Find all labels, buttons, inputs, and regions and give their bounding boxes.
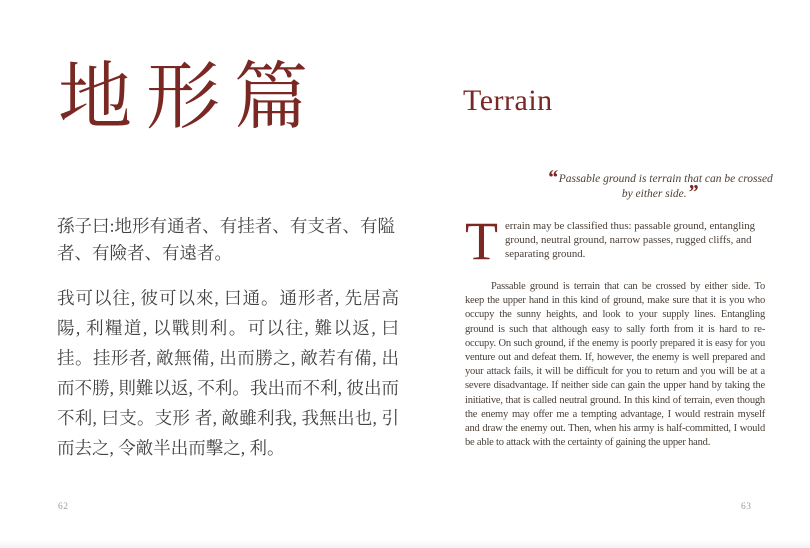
close-quote-mark: ”	[687, 180, 699, 204]
drop-cap: T	[465, 211, 498, 271]
page-number-right: 63	[741, 502, 752, 512]
chinese-paragraph-2: 我可以往, 彼可以來, 曰通。通形者, 先居高陽, 利糧道, 以戰則利。可以往, 難以返, 曰挂。挂形者, 敵無備, 出而勝之, 敵若有備, 出而不勝, 則難以返, 不利。我出而不利, 彼出而不利, 曰支。支形 者, 敵雖利我, 我無出也, 引而去之, 令敵半出而擊之, 利。	[57, 288, 399, 458]
body-paragraph: Passable ground is terrain that can be crossed by either side. To keep the upper hand in this kind of ground, make sure that it is you who occupy the sunny heights, and look to your supply lines. Entangling ground is such that although easy to sally forth from it is hard to re-occupy. On such ground, if the enemy is poorly prepared it is easy for you venture out and defeat them. If, however, the enemy is well prepared and your attack fails, it will be difficult for you to return and you will be at a severe disadvantage. If neither side can gain the upper hand by taking the initiative, that is called neutral ground. In this kind of terrain, even though the enemy may offer me a tempting advantage, I would restrain myself and draw the enemy out. Then, when his army is half-committed, I would be able to attack with the certainty of gaining the upper hand.	[465, 281, 765, 449]
pull-quote-text: Passable ground is terrain that can be crossed by either side.	[558, 173, 773, 200]
chinese-paragraph-1: 孫子曰:地形有通者、有挂者、有支者、有隘者、有險者、有遠者。	[57, 216, 395, 263]
page-bottom-shadow	[0, 540, 810, 548]
intro-text: errain may be classified thus: passable ground, entangling ground, neutral ground, narrow passes, rugged cliffs, and separating ground.	[505, 220, 756, 260]
chapter-title-chinese: 地形篇	[58, 57, 322, 139]
pull-quote	[541, 165, 779, 204]
page-number-left: 62	[58, 502, 69, 512]
intro-paragraph	[465, 211, 765, 271]
chapter-title-english: Terrain	[463, 84, 553, 117]
open-quote-mark: “	[547, 165, 558, 189]
